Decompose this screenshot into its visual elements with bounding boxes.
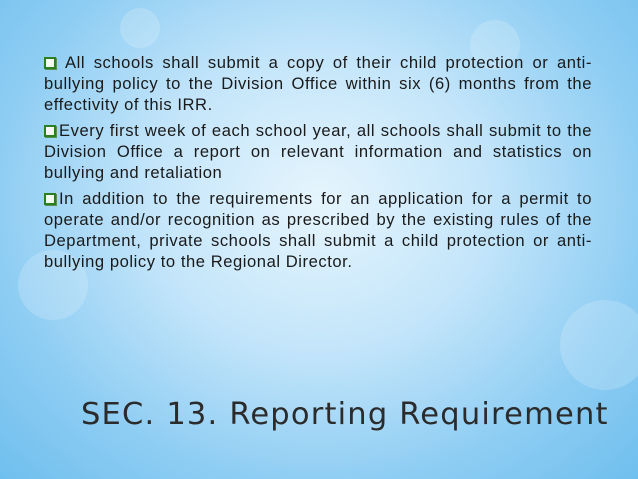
bullet-item-2 (44, 120, 592, 183)
slide-body (44, 52, 592, 277)
bullet-text-3: In addition to the requirements for an application for a permit to operate and/or recognition as prescribed by the existing rules of the Department, private schools shall submit a child protection or anti-bullying policy to the Regional Director. (44, 189, 592, 271)
bullet-item-1 (44, 52, 592, 115)
bullet-text-2: Every first week of each school year, all schools shall submit to the Division Office a report on relevant information and statistics on bullying and retaliation (44, 121, 592, 182)
checkbox-bullet-icon (44, 125, 56, 137)
slide-title: SEC. 13. Reporting Requirement (81, 397, 609, 432)
bullet-text-1: All schools shall submit a copy of their child protection or anti-bullying policy to the Division Office within six (6) months from the effectivity of this IRR. (44, 53, 592, 114)
checkbox-bullet-icon (44, 193, 56, 205)
bullet-item-3 (44, 188, 592, 272)
checkbox-bullet-icon (44, 57, 56, 69)
background-bokeh (560, 300, 638, 390)
background-bokeh (120, 8, 160, 48)
